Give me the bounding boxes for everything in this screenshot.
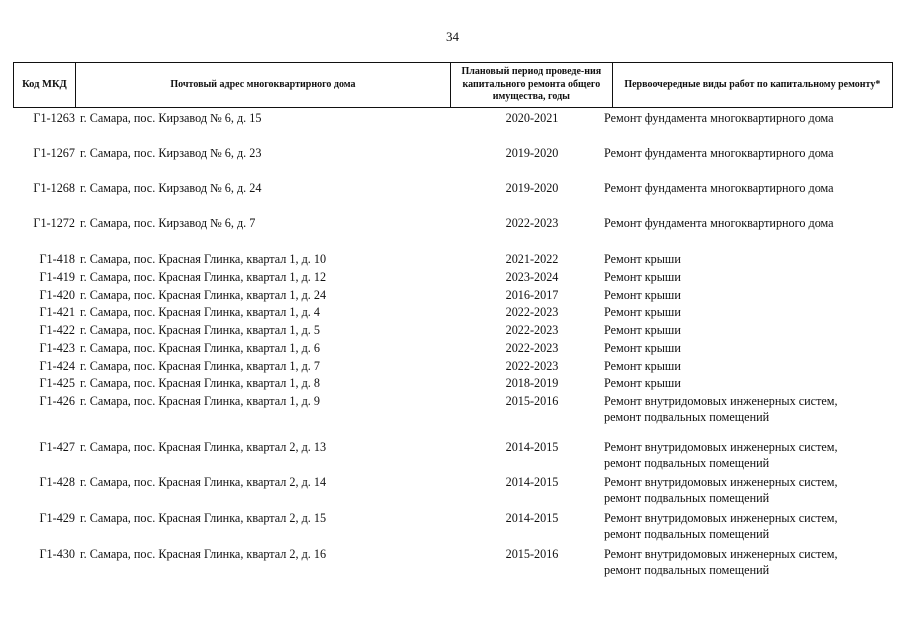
cell-period: 2018-2019 <box>505 376 559 390</box>
cell-code: Г1-422 <box>39 323 75 337</box>
cell-address: г. Самара, пос. Кирзавод № 6, д. 15 <box>80 111 262 125</box>
cell-work-line1: Ремонт внутридомовых инженерных систем, <box>604 440 838 454</box>
cell-address: г. Самара, пос. Кирзавод № 6, д. 24 <box>80 181 262 195</box>
cell-work: Ремонт крыши <box>604 288 681 302</box>
cell-work: Ремонт крыши <box>604 270 681 284</box>
cell-work: Ремонт фундамента многоквартирного дома <box>604 216 834 230</box>
cell-work-line2: ремонт подвальных помещений <box>604 527 770 541</box>
cell-period: 2015-2016 <box>505 547 559 561</box>
cell-period: 2023-2024 <box>505 270 559 284</box>
cell-work <box>604 510 838 542</box>
cell-address: г. Самара, пос. Красная Глинка, квартал 1, д. 5 <box>80 323 320 337</box>
cell-work <box>604 474 838 506</box>
cell-address: г. Самара, пос. Красная Глинка, квартал 2, д. 15 <box>80 511 327 525</box>
cell-period: 2014-2015 <box>505 440 559 454</box>
page-number: 34 <box>446 29 459 44</box>
cell-period: 2021-2022 <box>505 252 559 266</box>
cell-address: г. Самара, пос. Красная Глинка, квартал 1, д. 7 <box>80 359 320 373</box>
cell-code: Г1-423 <box>39 341 75 355</box>
cell-address: г. Самара, пос. Красная Глинка, квартал 1, д. 12 <box>80 270 327 284</box>
cell-code: Г1-421 <box>39 305 75 319</box>
cell-address: г. Самара, пос. Красная Глинка, квартал 2, д. 16 <box>80 547 327 561</box>
cell-address: г. Самара, пос. Красная Глинка, квартал 1, д. 6 <box>80 341 320 355</box>
cell-period: 2022-2023 <box>505 341 559 355</box>
cell-address: г. Самара, пос. Красная Глинка, квартал 2, д. 14 <box>80 475 327 489</box>
cell-work-line1: Ремонт внутридомовых инженерных систем, <box>604 547 838 561</box>
cell-code: Г1-427 <box>39 440 75 454</box>
cell-code: Г1-424 <box>39 359 75 373</box>
cell-work-line2: ремонт подвальных помещений <box>604 491 770 505</box>
cell-period: 2016-2017 <box>505 288 559 302</box>
cell-code: Г1-1268 <box>33 181 75 195</box>
cell-address: г. Самара, пос. Красная Глинка, квартал 1, д. 9 <box>80 394 320 408</box>
cell-work: Ремонт крыши <box>604 376 681 390</box>
cell-work: Ремонт крыши <box>604 341 681 355</box>
cell-work: Ремонт крыши <box>604 252 681 266</box>
cell-work <box>604 546 838 578</box>
header-address: Почтовый адрес многоквартирного дома <box>76 63 451 107</box>
header-period: Плановый период проведе-ния капитального ремонта общего имущества, годы <box>451 63 613 107</box>
cell-period: 2014-2015 <box>505 475 559 489</box>
cell-code: Г1-426 <box>39 394 75 408</box>
cell-period: 2022-2023 <box>505 323 559 337</box>
cell-address: г. Самара, пос. Красная Глинка, квартал 1, д. 8 <box>80 376 320 390</box>
cell-period: 2022-2023 <box>505 359 559 373</box>
cell-work-line2: ремонт подвальных помещений <box>604 410 770 424</box>
cell-address: г. Самара, пос. Красная Глинка, квартал 1, д. 24 <box>80 288 327 302</box>
cell-code: Г1-1267 <box>33 146 75 160</box>
cell-work <box>604 393 838 425</box>
cell-period: 2019-2020 <box>505 181 559 195</box>
cell-address: г. Самара, пос. Красная Глинка, квартал 1, д. 4 <box>80 305 320 319</box>
header-works: Первоочередные виды работ по капитальному ремонту* <box>624 78 881 90</box>
cell-work-line1: Ремонт внутридомовых инженерных систем, <box>604 475 838 489</box>
cell-period: 2015-2016 <box>505 394 559 408</box>
cell-work: Ремонт фундамента многоквартирного дома <box>604 181 834 195</box>
cell-code: Г1-420 <box>39 288 75 302</box>
cell-work: Ремонт фундамента многоквартирного дома <box>604 111 834 125</box>
cell-code: Г1-419 <box>39 270 75 284</box>
cell-work-line1: Ремонт внутридомовых инженерных систем, <box>604 511 838 525</box>
cell-work: Ремонт крыши <box>604 359 681 373</box>
cell-period: 2014-2015 <box>505 511 559 525</box>
cell-work-line2: ремонт подвальных помещений <box>604 456 770 470</box>
cell-period: 2020-2021 <box>505 111 559 125</box>
cell-period: 2022-2023 <box>505 216 559 230</box>
cell-code: Г1-430 <box>39 547 75 561</box>
cell-code: Г1-428 <box>39 475 75 489</box>
cell-address: г. Самара, пос. Кирзавод № 6, д. 7 <box>80 216 256 230</box>
cell-work-line2: ремонт подвальных помещений <box>604 563 770 577</box>
cell-period: 2019-2020 <box>505 146 559 160</box>
cell-work <box>604 439 838 471</box>
cell-code: Г1-418 <box>39 252 75 266</box>
cell-period: 2022-2023 <box>505 305 559 319</box>
cell-work: Ремонт фундамента многоквартирного дома <box>604 146 834 160</box>
cell-work-line1: Ремонт внутридомовых инженерных систем, <box>604 394 838 408</box>
header-code: Код МКД <box>14 63 76 107</box>
cell-address: г. Самара, пос. Красная Глинка, квартал 1, д. 10 <box>80 252 327 266</box>
cell-address: г. Самара, пос. Красная Глинка, квартал 2, д. 13 <box>80 440 327 454</box>
cell-work: Ремонт крыши <box>604 323 681 337</box>
cell-code: Г1-425 <box>39 376 75 390</box>
table-header <box>13 62 893 108</box>
cell-code: Г1-1263 <box>33 111 75 125</box>
cell-work: Ремонт крыши <box>604 305 681 319</box>
cell-code: Г1-429 <box>39 511 75 525</box>
cell-code: Г1-1272 <box>33 216 75 230</box>
cell-address: г. Самара, пос. Кирзавод № 6, д. 23 <box>80 146 262 160</box>
